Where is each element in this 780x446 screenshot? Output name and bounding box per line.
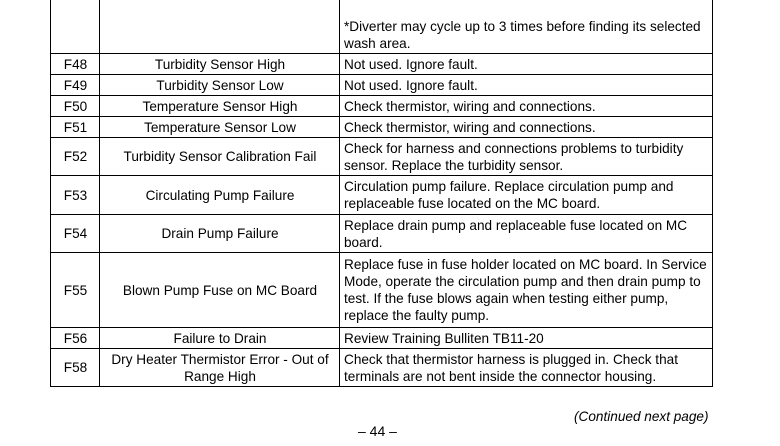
- action-cell: Circulation pump failure. Replace circulation pump and replaceable fuse located on the MC board.: [340, 176, 713, 215]
- fault-code-cell: F49: [51, 75, 100, 96]
- table-row: [51, 117, 713, 138]
- fault-code-cell: [51, 0, 100, 54]
- action-cell: Check that thermistor harness is plugged in. Check that terminals are not bent inside the connector housing.: [340, 349, 713, 387]
- table-row: [51, 328, 713, 349]
- fault-code-cell: F51: [51, 117, 100, 138]
- table-row: [51, 75, 713, 96]
- fault-code-cell: F58: [51, 349, 100, 387]
- fault-description-cell: Temperature Sensor High: [100, 96, 340, 117]
- action-cell: Check thermistor, wiring and connections.: [340, 96, 713, 117]
- action-cell: Review Training Bulliten TB11-20: [340, 328, 713, 349]
- fault-description-cell: Turbidity Sensor High: [100, 54, 340, 75]
- action-cell: Check for harness and connections problems to turbidity sensor. Replace the turbidity sensor.: [340, 138, 713, 176]
- fault-description-cell: Temperature Sensor Low: [100, 117, 340, 138]
- fault-description-cell: Drain Pump Failure: [100, 215, 340, 253]
- fault-code-cell: F50: [51, 96, 100, 117]
- fault-description-cell: Dry Heater Thermistor Error - Out of Range High: [100, 349, 340, 387]
- continued-next-page-note: (Continued next page): [574, 409, 709, 424]
- action-cell: Not used. Ignore fault.: [340, 75, 713, 96]
- action-cell: Check thermistor, wiring and connections.: [340, 117, 713, 138]
- table-row: [51, 253, 713, 328]
- table-row: [51, 176, 713, 215]
- table-row: [51, 138, 713, 176]
- fault-description-cell: Turbidity Sensor Low: [100, 75, 340, 96]
- fault-description-cell: Failure to Drain: [100, 328, 340, 349]
- fault-description-cell: Circulating Pump Failure: [100, 176, 340, 215]
- fault-description-cell: Blown Pump Fuse on MC Board: [100, 253, 340, 328]
- fault-code-cell: F48: [51, 54, 100, 75]
- page-number: – 44 –: [358, 423, 397, 439]
- fault-code-cell: F56: [51, 328, 100, 349]
- action-cell: Replace fuse in fuse holder located on MC board. In Service Mode, operate the circulation pump and then drain pump to test. If the fuse blows again when testing either pump, replace the faulty pump.: [340, 253, 713, 328]
- fault-code-cell: F53: [51, 176, 100, 215]
- action-cell: [340, 0, 713, 54]
- action-cell: Replace drain pump and replaceable fuse located on MC board.: [340, 215, 713, 253]
- table-row: [51, 215, 713, 253]
- table-row-top: [51, 0, 713, 54]
- fault-code-cell: F55: [51, 253, 100, 328]
- action-cell: Not used. Ignore fault.: [340, 54, 713, 75]
- diverter-note: *Diverter may cycle up to 3 times before finding its selected wash area.: [344, 19, 701, 51]
- table-row: [51, 349, 713, 387]
- table-row: [51, 54, 713, 75]
- fault-code-table: [50, 0, 713, 387]
- fault-description-cell: Turbidity Sensor Calibration Fail: [100, 138, 340, 176]
- fault-description-cell: [100, 0, 340, 54]
- fault-code-cell: F52: [51, 138, 100, 176]
- table-row: [51, 96, 713, 117]
- fault-code-cell: F54: [51, 215, 100, 253]
